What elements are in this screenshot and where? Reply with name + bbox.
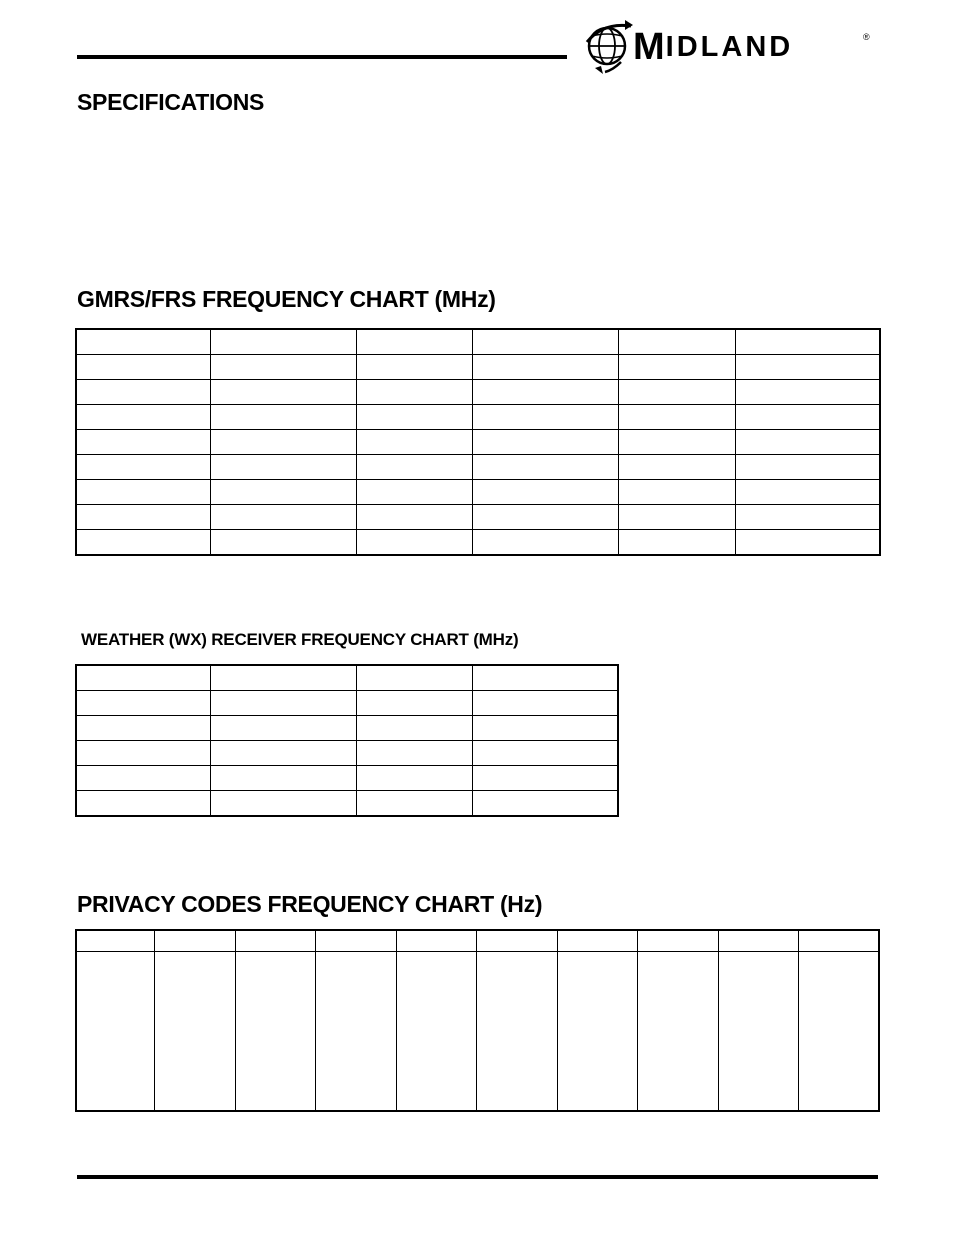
table-cell <box>735 380 880 405</box>
table-cell <box>315 930 396 952</box>
table-cell <box>356 791 472 817</box>
bottom-rule <box>77 1175 878 1179</box>
table-cell <box>618 505 735 530</box>
table-cell <box>356 691 472 716</box>
table-cell <box>76 505 210 530</box>
table-cell <box>76 530 210 556</box>
table-cell <box>154 930 235 952</box>
table-cell <box>472 691 618 716</box>
table-cell <box>210 791 356 817</box>
brand-name: IDLAND <box>665 31 794 63</box>
table-row <box>76 741 618 766</box>
table-cell <box>210 665 356 691</box>
table-row <box>76 430 880 455</box>
table-row <box>76 355 880 380</box>
table-cell <box>618 405 735 430</box>
table-cell <box>154 952 235 1112</box>
top-rule <box>77 55 567 59</box>
table-cell <box>356 455 472 480</box>
brand-wordmark <box>633 28 793 66</box>
table-cell <box>76 691 210 716</box>
table-cell <box>396 952 476 1112</box>
table-cell <box>210 430 356 455</box>
table-cell <box>356 380 472 405</box>
table-cell <box>76 665 210 691</box>
table-cell <box>76 455 210 480</box>
table-row <box>76 766 618 791</box>
weather-table-body <box>76 665 618 816</box>
table-cell <box>735 430 880 455</box>
table-row <box>76 691 618 716</box>
table-cell <box>472 430 618 455</box>
table-cell <box>210 691 356 716</box>
table-cell <box>210 329 356 355</box>
table-row <box>76 665 618 691</box>
gmrs-frs-chart-heading: GMRS/FRS FREQUENCY CHART (MHz) <box>77 286 496 312</box>
table-cell <box>718 952 798 1112</box>
table-cell <box>472 741 618 766</box>
table-cell <box>735 329 880 355</box>
table-cell <box>356 530 472 556</box>
table-cell <box>210 530 356 556</box>
table-cell <box>472 380 618 405</box>
table-cell <box>356 766 472 791</box>
table-cell <box>210 741 356 766</box>
table-cell <box>718 930 798 952</box>
table-cell <box>76 716 210 741</box>
globe-icon <box>583 12 635 76</box>
table-cell <box>396 930 476 952</box>
privacy-table-body <box>76 930 879 1111</box>
table-cell <box>210 480 356 505</box>
table-cell <box>76 405 210 430</box>
table-cell <box>235 930 315 952</box>
table-cell <box>637 952 718 1112</box>
table-row <box>76 455 880 480</box>
table-cell <box>472 505 618 530</box>
table-cell <box>356 665 472 691</box>
table-cell <box>210 405 356 430</box>
table-cell <box>210 716 356 741</box>
table-cell <box>356 405 472 430</box>
table-row <box>76 405 880 430</box>
table-cell <box>735 530 880 556</box>
table-cell <box>76 355 210 380</box>
table-cell <box>76 791 210 817</box>
table-row <box>76 530 880 556</box>
table-row <box>76 505 880 530</box>
table-row <box>76 930 879 952</box>
table-cell <box>476 930 557 952</box>
table-cell <box>356 329 472 355</box>
table-cell <box>356 355 472 380</box>
table-cell <box>76 430 210 455</box>
table-cell <box>735 455 880 480</box>
table-cell <box>557 930 637 952</box>
table-cell <box>472 329 618 355</box>
table-cell <box>76 741 210 766</box>
weather-frequency-table <box>75 664 619 817</box>
table-cell <box>472 355 618 380</box>
table-cell <box>798 952 879 1112</box>
table-cell <box>356 430 472 455</box>
table-cell <box>618 329 735 355</box>
table-row <box>76 952 879 1112</box>
table-cell <box>472 455 618 480</box>
privacy-codes-chart-heading: PRIVACY CODES FREQUENCY CHART (Hz) <box>77 891 543 917</box>
table-row <box>76 716 618 741</box>
table-cell <box>618 480 735 505</box>
table-cell <box>618 455 735 480</box>
table-cell <box>472 530 618 556</box>
table-cell <box>76 329 210 355</box>
gmrs-frs-frequency-table <box>75 328 881 556</box>
table-cell <box>798 930 879 952</box>
table-row <box>76 380 880 405</box>
table-cell <box>210 505 356 530</box>
gmrs-table-body <box>76 329 880 555</box>
table-cell <box>76 952 154 1112</box>
table-cell <box>210 766 356 791</box>
table-cell <box>618 530 735 556</box>
table-cell <box>315 952 396 1112</box>
specifications-heading: SPECIFICATIONS <box>77 89 265 115</box>
table-cell <box>618 430 735 455</box>
table-cell <box>356 480 472 505</box>
table-cell <box>472 791 618 817</box>
table-cell <box>472 405 618 430</box>
table-cell <box>735 355 880 380</box>
table-cell <box>76 380 210 405</box>
table-cell <box>735 505 880 530</box>
table-cell <box>210 455 356 480</box>
table-cell <box>472 716 618 741</box>
table-cell <box>235 952 315 1112</box>
table-row <box>76 791 618 817</box>
table-cell <box>476 952 557 1112</box>
table-cell <box>637 930 718 952</box>
registered-mark: ® <box>863 32 870 42</box>
table-cell <box>210 380 356 405</box>
table-cell <box>76 930 154 952</box>
table-cell <box>618 380 735 405</box>
weather-chart-heading: WEATHER (WX) RECEIVER FREQUENCY CHART (MHz) <box>81 630 519 649</box>
table-cell <box>557 952 637 1112</box>
table-cell <box>210 355 356 380</box>
table-cell <box>735 405 880 430</box>
privacy-codes-table <box>75 929 880 1112</box>
midland-logo <box>583 12 883 76</box>
table-cell <box>472 766 618 791</box>
table-cell <box>356 741 472 766</box>
table-cell <box>76 480 210 505</box>
table-cell <box>618 355 735 380</box>
table-cell <box>735 480 880 505</box>
table-cell <box>356 505 472 530</box>
table-cell <box>472 480 618 505</box>
table-cell <box>472 665 618 691</box>
table-row <box>76 329 880 355</box>
table-row <box>76 480 880 505</box>
brand-initial: M <box>633 26 666 68</box>
table-cell <box>356 716 472 741</box>
table-cell <box>76 766 210 791</box>
